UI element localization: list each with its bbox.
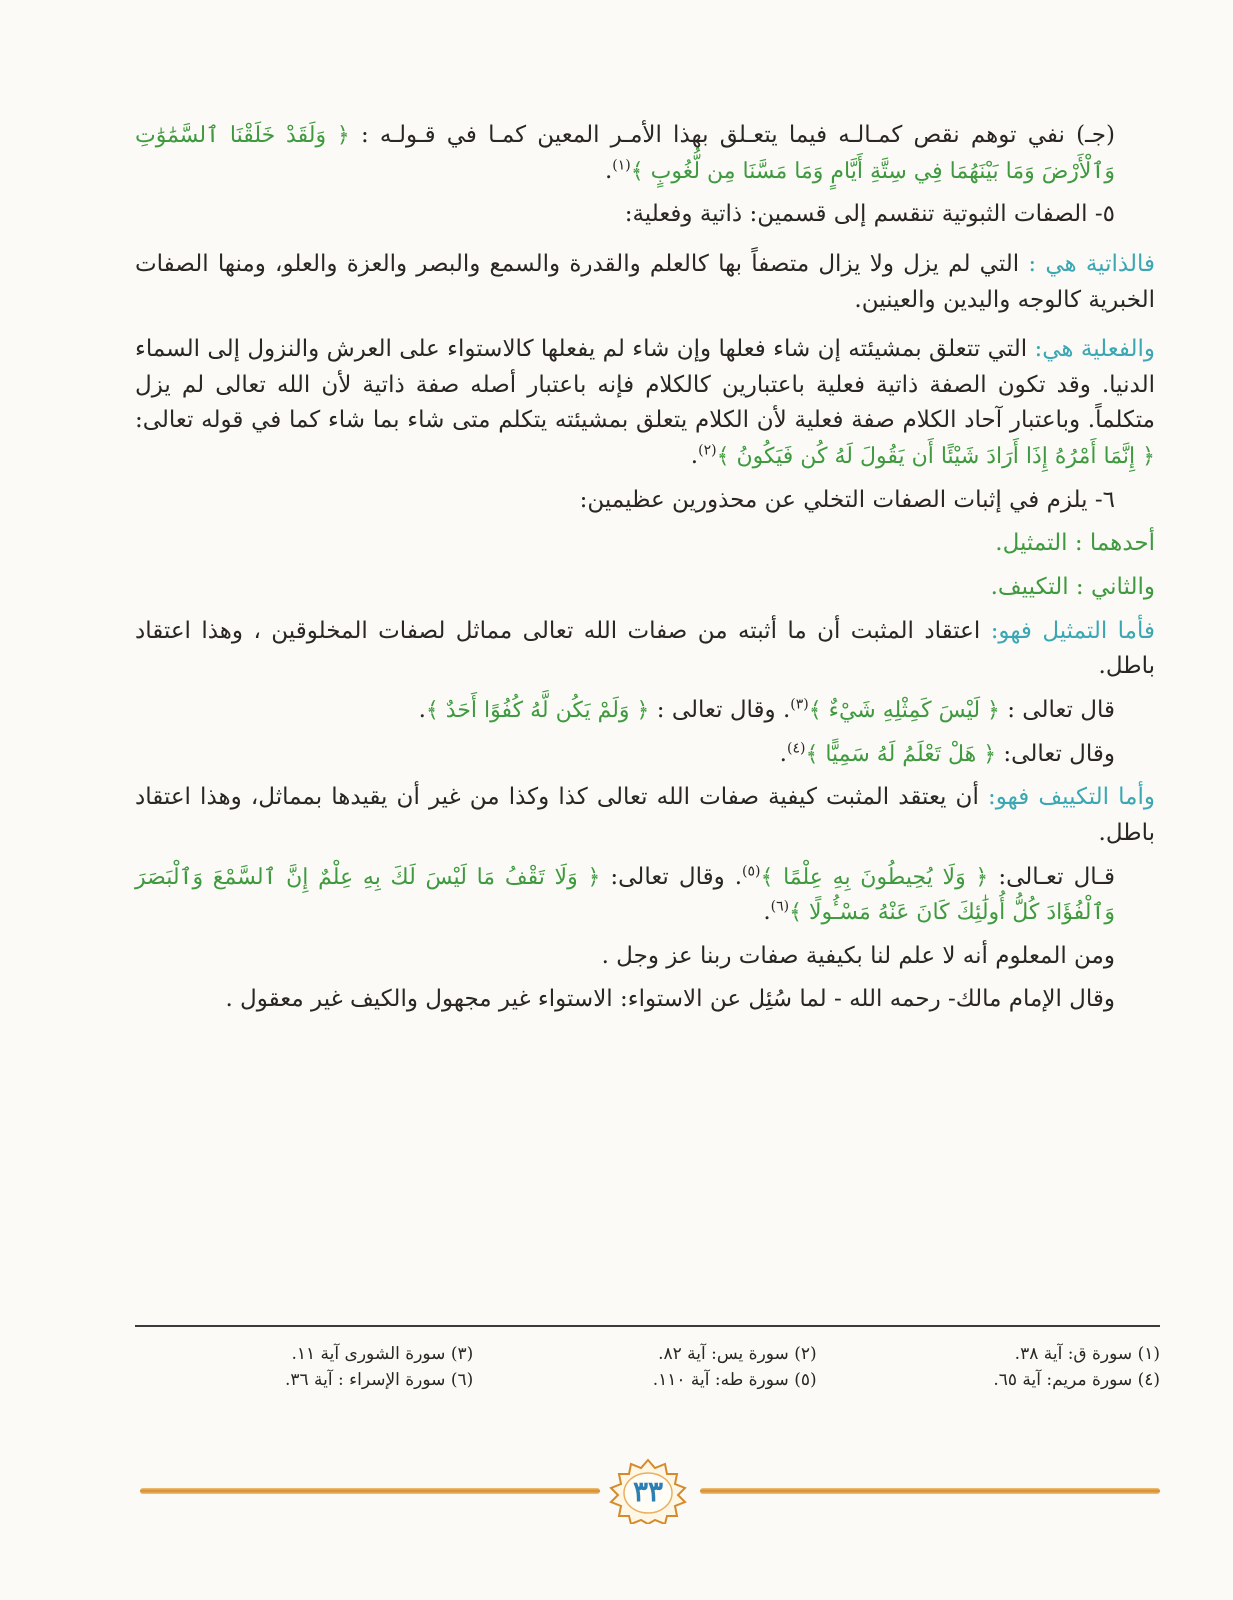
filiya-paragraph: والفعلية هي: التي تتعلق بمشيئته إن شاء فعلها وإن شاء لم يفعلها كالاستواء على العرش والنزول إلى السماء الدنيا. وقد تكون الصفة ذاتية فعلية باعتبارين كالكلام فإنه باعتبار أصله صفة ذاتية لأن الله تعالى لم يزل متكلماً. وباعتبار آحاد الكلام صفة فعلية لأن الكلام يتعلق بمشيئته يتكلم متى شاء بما شاء كما في قوله تعالى: ﴿ إِنَّمَا أَمْرُهُ إِذَا أَرَادَ شَيْئًا أَن يَقُولَ لَهُ كُن فَيَكُونُ ﴾$^{(٢)}$. (135, 336, 1156, 470)
quran-verse-5: ﴿ وَلَا يُحِيطُونَ بِهِ عِلْمًا ﴾ (760, 864, 989, 890)
second-forbidden: والثاني : التكييف. (990, 574, 1155, 601)
quran-verse-6: ﴿ وَلَا تَقْفُ مَا لَيْسَ لَكَ بِهِ عِلْمٌ إِنَّ ٱلسَّمْعَ وَٱلْبَصَرَ وَٱلْفُؤَادَ كُلُّ أُولَٰئِكَ كَانَ عَنْهُ مَسْـُٔولًا ﴾ (135, 864, 1115, 926)
footnote-ref-6[interactable]: (٦) (770, 898, 790, 915)
quran-verse-1: ﴿ وَلَقَدْ خَلَقْنَا ٱلسَّمَٰوَٰتِ وَٱلْأَرْضَ وَمَا بَيْنَهُمَا فِي سِتَّةِ أَيَّامٍ وَمَا مَسَّنَا مِن لُّغُوبٍ ﴾ (135, 123, 1115, 184)
footnote-ref-5[interactable]: (٥) (742, 862, 761, 879)
footnote-row-2 (135, 1368, 1160, 1394)
footnote-5: (٥) سورة طه: آية ١١٠. (652, 1369, 817, 1390)
footnote-3: (٣) سورة الشورى آية ١١. (291, 1344, 474, 1364)
footnote-2: (٢) سورة يس: آية ٨٢. (658, 1344, 817, 1364)
tamthil-paragraph (135, 614, 1155, 685)
thatiya-label: فالذاتية هي : (1028, 250, 1155, 277)
filiya-label: والفعلية هي: (1034, 336, 1156, 363)
ornament-bar-right (700, 1488, 1160, 1494)
quran-verse-4a: ﴿ وَلَمْ يَكُن لَّهُ كُفُوًا أَحَدٌ ﴾ (425, 697, 650, 723)
footnote-divider (135, 1325, 1160, 1327)
tamthil-evidence-1: قال تعالى : ﴿ لَيْسَ كَمِثْلِهِ شَيْءٌ ﴾$^{(٣)}$. وقال تعالى : ﴿ وَلَمْ يَكُن لَّهُ كُفُوًا أَحَدٌ ﴾. (418, 696, 1115, 723)
tamthil-evidence-2: وقال تعالى: ﴿ هَلْ تَعْلَمُ لَهُ سَمِيًّا ﴾$^{(٤)}$. (779, 739, 1115, 767)
qala-2: قـال تعـالى: (998, 863, 1116, 890)
filiya-text: التي تتعلق بمشيئته إن شاء فعلها وإن شاء لم يفعلها كالاستواء على العرش والنزول إلى السماء الدنيا. وقد تكون الصفة ذاتية فعلية باعتبارين كالكلام فإنه باعتبار أصله صفة ذاتية لأن الله تعالى لم يزل متكلماً. وباعتبار آحاد الكلام صفة فعلية لأن الكلام يتعلق بمشيئته يتكلم متى شاء بما شاء كما في قوله تعالى: (135, 336, 1155, 434)
page-body (135, 118, 1155, 1026)
known-statement: ومن المعلوم أنه لا علم لنا بكيفية صفات ربنا عز وجل . (601, 942, 1115, 969)
paragraph-c-text: (جـ) نفي توهم نقص كمـالـه فيما يتعـلق بهذا الأمـر المعين كمـا في قـولـه : (360, 122, 1115, 148)
thatiya-text: التي لم يزل ولا يزال متصفاً بها كالعلم والقدرة والسمع والبصر والعزة والعلو، ومنها الصفات الخبرية كالوجه واليدين والعينين. (135, 250, 1155, 313)
footnote-ref-4[interactable]: (٤) (786, 739, 806, 756)
takyif-text: أن يعتقد المثبت كيفية صفات الله تعالى كذا وكذا من غير أن يقيدها بمماثل، وهذا اعتقاد باطل. (135, 784, 1155, 846)
footnotes (135, 1342, 1160, 1393)
page-number-medallion (605, 1458, 691, 1524)
item-6: ٦- يلزم في إثبات الصفات التخلي عن محذورين عظيمين: (579, 486, 1115, 513)
first-forbidden: أحدهما : التمثيل. (995, 530, 1155, 557)
quran-verse-2: ﴿ إِنَّمَا أَمْرُهُ إِذَا أَرَادَ شَيْئًا أَن يَقُولَ لَهُ كُن فَيَكُونُ ﴾ (716, 444, 1155, 470)
footnote-ref-2[interactable]: (٢) (698, 442, 717, 459)
footnote-ref-3[interactable]: (٣) (790, 696, 809, 713)
wa-qala-2: وقال تعالى: (1003, 740, 1115, 767)
ornament-bar-left (140, 1488, 600, 1494)
malik-statement: وقال الإمام مالك- رحمه الله - لما سُئِل عن الاستواء: الاستواء غير مجهول والكيف غير معقول . (225, 986, 1115, 1013)
takyif-label: وأما التكييف فهو: (987, 784, 1155, 811)
footnote-1: (١) سورة ق: آية ٣٨. (1014, 1344, 1160, 1364)
tamthil-text: اعتقاد المثبت أن ما أثبته من صفات الله تعالى مماثل لصفات المخلوقين ، وهذا اعتقاد باطل. (135, 617, 1155, 680)
quran-verse-3: ﴿ لَيْسَ كَمِثْلِهِ شَيْءٌ ﴾ (808, 697, 1000, 723)
takyif-paragraph (135, 780, 1155, 851)
footnote-6: (٦) سورة الإسراء : آية ٣٦. (284, 1369, 474, 1390)
page-number-ornament (140, 1470, 1160, 1510)
thatiya-paragraph (135, 247, 1155, 318)
tamthil-label: فأما التمثيل فهو: (990, 617, 1155, 644)
page-number: ٣٣ (632, 1474, 664, 1508)
quran-verse-4b: ﴿ هَلْ تَعْلَمُ لَهُ سَمِيًّا ﴾ (805, 741, 997, 767)
item-5: ٥- الصفات الثبوتية تنقسم إلى قسمين: ذاتية وفعلية: (624, 201, 1115, 228)
wa-qala-1: . وقال تعالى : (656, 696, 791, 723)
footnote-row-1 (135, 1342, 1160, 1368)
paragraph-c: (جـ) نفي توهم نقص كمـالـه فيما يتعـلق بهذا الأمـر المعين كمـا في قـولـه : ﴿ وَلَقَدْ خَلَقْنَا ٱلسَّمَٰوَٰتِ وَٱلْأَرْضَ وَمَا بَيْنَهُمَا فِي سِتَّةِ أَيَّامٍ وَمَا مَسَّنَا مِن لُّغُوبٍ ﴾$^{(١)}$. (135, 122, 1115, 184)
footnote-ref-1[interactable]: (١) (612, 156, 631, 173)
qala-1: قال تعالى : (1007, 696, 1115, 723)
wa-qala-3: . وقال تعالى: (610, 863, 743, 890)
takyif-evidence: قـال تعـالى: ﴿ وَلَا يُحِيطُونَ بِهِ عِلْمًا ﴾$^{(٥)}$. وقال تعالى: ﴿ وَلَا تَقْفُ مَا لَيْسَ لَكَ بِهِ عِلْمٌ إِنَّ ٱلسَّمْعَ وَٱلْبَصَرَ وَٱلْفُؤَادَ كُلُّ أُولَٰئِكَ كَانَ عَنْهُ مَسْـُٔولًا ﴾$^{(٦)}$. (135, 862, 1116, 926)
footnote-4: (٤) سورة مريم: آية ٦٥. (993, 1369, 1160, 1390)
